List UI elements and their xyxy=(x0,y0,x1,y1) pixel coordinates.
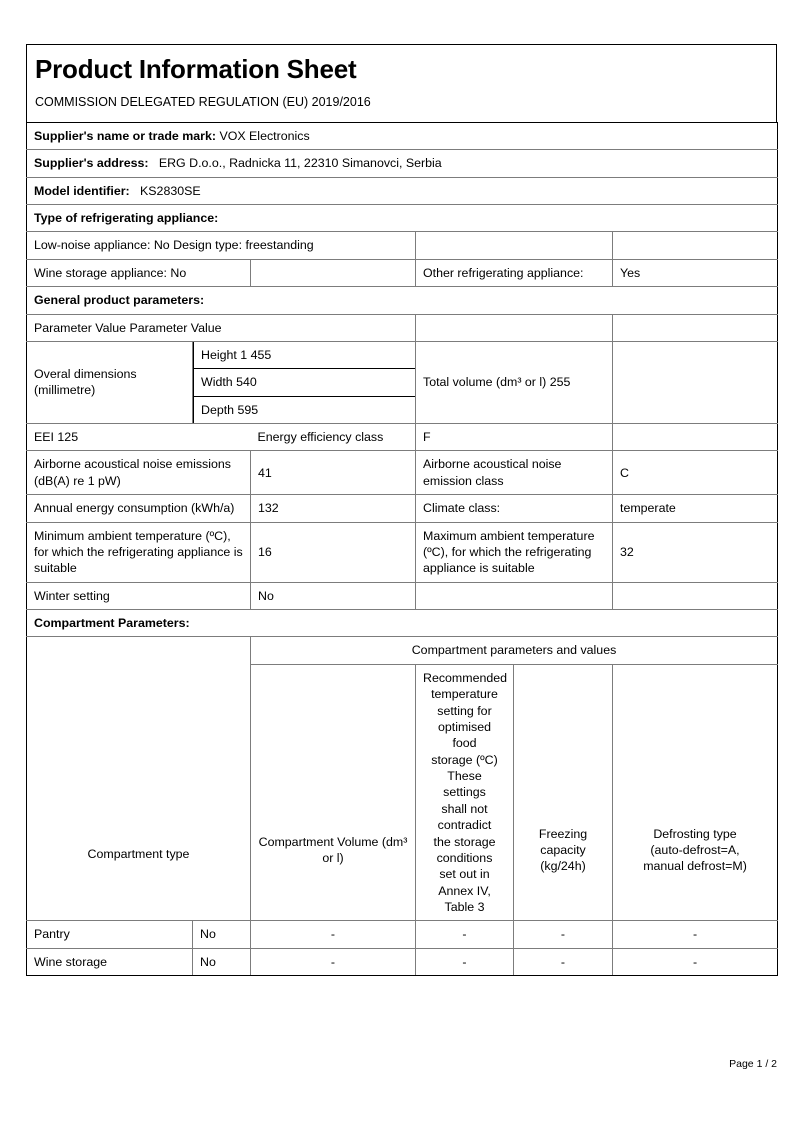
product-information-table xyxy=(26,122,778,976)
dimension-row-height xyxy=(194,342,416,369)
model-identifier-cell xyxy=(27,177,778,204)
defrost-header-line-1: Defrosting type xyxy=(653,826,737,841)
dimension-depth: Depth 595 xyxy=(194,396,416,423)
compartment-parameters-heading: Compartment Parameters: xyxy=(27,610,778,637)
table-row-parameter-header xyxy=(27,314,778,341)
table-row-pantry xyxy=(27,921,778,948)
temp-header-line-13: set out in xyxy=(439,867,490,882)
winter-setting-spacer-2 xyxy=(613,582,778,609)
annual-energy-value: 132 xyxy=(251,495,416,522)
wine-storage-volume: - xyxy=(251,948,416,975)
dimension-width: Width 540 xyxy=(194,369,416,396)
temp-header-line-6: storage (ºC) xyxy=(431,752,498,767)
supplier-address-label: Supplier's address: xyxy=(34,156,149,171)
document-subtitle: COMMISSION DELEGATED REGULATION (EU) 2019/2016 xyxy=(35,94,371,109)
table-row-supplier-name xyxy=(27,122,778,149)
pantry-present: No xyxy=(193,921,251,948)
table-row-compartment-heading xyxy=(27,610,778,637)
noise-emissions-label: Airborne acoustical noise emissions (dB(A) re 1 pW) xyxy=(27,451,251,495)
dimension-row-width xyxy=(194,369,416,396)
temp-header-line-10: contradict xyxy=(437,818,492,833)
noise-class-value: C xyxy=(613,451,778,495)
pantry-defrost: - xyxy=(613,921,778,948)
table-row-annual-energy xyxy=(27,495,778,522)
temp-header-line-12: conditions xyxy=(436,850,493,865)
pantry-freezing: - xyxy=(514,921,613,948)
dimensions-subtable-cell xyxy=(193,341,416,423)
dimensions-label: Overal dimensions (millimetre) xyxy=(27,341,193,423)
compartment-volume-header-line1: Compartment Volume (dm³ or l) xyxy=(258,834,408,866)
temp-header-line-14: Annex IV, xyxy=(438,883,491,898)
max-ambient-label: Maximum ambient temperature (ºC), for which the refrigerating appliance is suitable xyxy=(416,522,613,582)
temp-header-line-11: the storage xyxy=(433,834,496,849)
table-row-model-identifier xyxy=(27,177,778,204)
other-refrigerating-label: Other refrigerating appliance: xyxy=(416,259,613,286)
wine-storage-type: Wine storage xyxy=(27,948,193,975)
freezing-header-line-1: Freezing xyxy=(538,826,588,841)
table-row-noise-emissions xyxy=(27,451,778,495)
defrost-header-line-3: manual defrost=M) xyxy=(643,859,747,874)
compartment-type-header-cell xyxy=(27,637,251,921)
annual-energy-label: Annual energy consumption (kWh/a) xyxy=(27,495,251,522)
noise-emissions-value: 41 xyxy=(251,451,416,495)
freezing-header-line-2: capacity xyxy=(540,842,586,857)
page-title: Product Information Sheet xyxy=(35,54,357,84)
table-row-low-noise xyxy=(27,232,778,259)
dimensions-table xyxy=(193,342,415,423)
table-row-appliance-type-heading xyxy=(27,205,778,232)
dimensions-spacer-cell xyxy=(613,341,778,423)
table-row-wine-storage-appliance xyxy=(27,259,778,286)
pantry-volume: - xyxy=(251,921,416,948)
model-identifier-label: Model identifier: xyxy=(34,183,130,198)
temp-header-line-5: food xyxy=(452,736,477,751)
compartment-type-header: Compartment type xyxy=(87,846,190,861)
low-noise-design-cell: Low-noise appliance: No Design type: freestanding xyxy=(27,232,416,259)
compartment-group-header: Compartment parameters and values xyxy=(251,637,778,664)
temp-header-line-8: settings xyxy=(443,785,486,800)
table-row-winter-setting xyxy=(27,582,778,609)
temp-header-line-2: temperature xyxy=(431,687,498,702)
energy-efficiency-class-value: F xyxy=(416,424,613,451)
pantry-type: Pantry xyxy=(27,921,193,948)
document-header xyxy=(26,44,777,122)
low-noise-spacer-cell xyxy=(416,232,613,259)
wine-storage-freezing: - xyxy=(514,948,613,975)
table-row-wine-storage xyxy=(27,948,778,975)
compartment-volume-header-cell xyxy=(251,664,416,921)
table-row-general-parameters-heading xyxy=(27,287,778,314)
temp-header-line-1: Recommended xyxy=(423,670,508,685)
table-row-supplier-address xyxy=(27,150,778,177)
climate-class-value: temperate xyxy=(613,495,778,522)
other-refrigerating-value: Yes xyxy=(613,259,778,286)
supplier-name-value: VOX Electronics xyxy=(219,128,310,143)
noise-class-label: Airborne acoustical noise emission class xyxy=(416,451,613,495)
low-noise-spacer-cell-2 xyxy=(613,232,778,259)
total-volume-cell: Total volume (dm³ or l) 255 xyxy=(416,341,613,423)
temp-header-line-15: Table 3 xyxy=(444,900,485,915)
dimension-height: Height 1 455 xyxy=(194,342,416,369)
wine-storage-temperature: - xyxy=(416,948,514,975)
climate-class-label: Climate class: xyxy=(416,495,613,522)
parameter-header-spacer-2 xyxy=(613,314,778,341)
min-ambient-label: Minimum ambient temperature (ºC), for which the refrigerating appliance is suitable xyxy=(27,522,251,582)
min-ambient-value: 16 xyxy=(251,522,416,582)
parameter-value-header: Parameter Value Parameter Value xyxy=(27,314,416,341)
freezing-capacity-header-cell xyxy=(514,664,613,921)
winter-setting-value: No xyxy=(251,582,416,609)
page-footer: Page 1 / 2 xyxy=(729,1058,777,1070)
winter-setting-label: Winter setting xyxy=(27,582,251,609)
wine-storage-appliance-cell: Wine storage appliance: No xyxy=(27,259,251,286)
temp-header-line-4: optimised xyxy=(437,719,492,734)
wine-storage-spacer-cell xyxy=(251,259,416,286)
general-parameters-heading: General product parameters: xyxy=(27,287,778,314)
max-ambient-value: 32 xyxy=(613,522,778,582)
table-row-ambient-temperature xyxy=(27,522,778,582)
defrosting-type-header-cell xyxy=(613,664,778,921)
defrost-header-line-2: (auto-defrost=A, xyxy=(650,842,740,857)
table-row-dimensions xyxy=(27,341,778,423)
supplier-name-label: Supplier's name or trade mark: xyxy=(34,128,216,143)
temp-header-line-9: shall not xyxy=(441,801,488,816)
table-row-eei xyxy=(27,424,778,451)
supplier-name-cell xyxy=(27,122,778,149)
parameter-header-spacer xyxy=(416,314,613,341)
pantry-temperature: - xyxy=(416,921,514,948)
freezing-header-line-3: (kg/24h) xyxy=(540,859,586,874)
wine-storage-present: No xyxy=(193,948,251,975)
document-page xyxy=(26,44,777,976)
supplier-address-cell xyxy=(27,150,778,177)
model-identifier-value: KS2830SE xyxy=(140,183,201,198)
dimension-row-depth xyxy=(194,396,416,423)
eei-value: EEI 125 xyxy=(27,424,251,451)
temp-header-line-7: These xyxy=(447,769,482,784)
compartment-temperature-header-cell xyxy=(416,664,514,921)
eei-spacer-cell xyxy=(613,424,778,451)
temp-header-line-3: setting for xyxy=(437,703,492,718)
winter-setting-spacer xyxy=(416,582,613,609)
appliance-type-heading: Type of refrigerating appliance: xyxy=(27,205,778,232)
wine-storage-defrost: - xyxy=(613,948,778,975)
table-row-compartment-group-header xyxy=(27,637,778,664)
energy-efficiency-class-label: Energy efficiency class xyxy=(251,424,416,451)
supplier-address-value: ERG D.o.o., Radnicka 11, 22310 Simanovci, Serbia xyxy=(158,156,442,171)
